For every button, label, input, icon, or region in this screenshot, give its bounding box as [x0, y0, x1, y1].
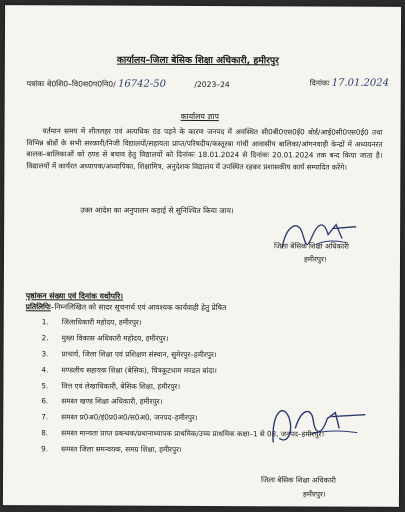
list-item: 3. प्राचार्य, जिला शिक्षा एवं प्रशिक्षण संस्थान, सुमेरपुर–हमीरपुर।	[41, 349, 217, 359]
reference-label: पत्रांकः	[26, 79, 45, 89]
endorsement-heading: पृष्ठांकन संख्या एवं दिनांक यथोपरि।	[25, 291, 124, 301]
signature-2-title: जिला बेसिक शिक्षा अधिकारी	[261, 475, 336, 485]
list-item: 8. समस्त मान्यता प्राप्त प्रबन्धक/प्रधानाध्यापक प्राथमिक/उच्च प्राथमिक कक्षा–1 से 08, जनपद–हमीरपुर।	[41, 428, 325, 439]
list-item: 4. मण्डलीय सहायक शिक्षा (बेसिक), चित्रकूटधाम मण्डल बांदा।	[41, 364, 217, 375]
date-label: दिनांकः	[309, 78, 330, 88]
reference-handwritten-number: 16742-50	[118, 78, 167, 90]
reference-prefix: बे0शि0–वि0स0प0नि0/	[46, 79, 116, 89]
copy-text: –निम्नलिखित को सादर सूचनार्थ एवं आवश्यक कार्यवाही हेतु प्रेषित	[50, 302, 227, 313]
list-item: 2. मुख्य विकास अधिकारी महोदय, हमीरपुर।	[41, 333, 169, 343]
list-item: 7. समस्त प्र0अ0/इं0प्र0अ0/स0अ0, जनपद–हमीरपुर।	[41, 412, 198, 423]
reference-suffix: /2023–24	[194, 79, 230, 90]
signature-1-title: जिला बेसिक शिक्षा अधिकारी	[274, 241, 349, 251]
signature-1-place: हमीरपुर।	[303, 254, 327, 264]
reference-number	[27, 79, 230, 90]
office-title: कार्यालय–जिला बेसिक शिक्षा अधिकारी, हमीरपुर	[116, 54, 279, 67]
compliance-line: उक्त आदेश का अनुपालन कड़ाई से सुनिश्चित किया जाय।	[80, 205, 234, 216]
list-item: 9. समस्त जिला समन्वयक, समग्र शिक्षा, हमीरपुर।	[41, 444, 182, 455]
signature-2-place: हमीरपुर।	[302, 489, 326, 499]
list-item: 1. जिलाधिकारी महोदय, हमीरपुर।	[41, 317, 142, 327]
memo-body: वर्तमान समय में शीतलहर एवं अत्यधिक ठंड पड़ने के कारण जनपद में अवस्थित सी0बी0एस0ई0 बोर्ड/आई0सी0एस0ई0 तथा विभिन्न बोर्डो के सभी सरकारी/निजी विद्यालयों/सहायता प्राप्त/परिषदीय/कस्तूरबा गांधी आवासीय बालिका/आंगनवाड़ी केन्द्रों में अध्ययनरत बालक–बालिकाओं को ठण्ड से बचाव हेतु विद्यालयों को दिनांकः 18.01.2024 से दिनांकः 20.01.2024 तक बन्द किया जाता है। विद्यालयों में कार्यरत अध्यापक/अध्यापिका, शिक्षामित्र, अनुदेशक विद्यालय में उपस्थित रहकर प्रशासकीय कार्य सम्पादित करेंगे।	[26, 126, 383, 172]
date-handwritten: 17.01.2024	[331, 77, 390, 89]
office-memo-page	[3, 5, 401, 507]
letter-date	[310, 78, 389, 88]
copy-to-line	[26, 303, 226, 311]
list-item: 6. समस्त खण्ड शिक्षा अधिकारी, हमीरपुर।	[41, 396, 163, 407]
memo-heading: कार्यालय ज्ञाप	[180, 111, 219, 122]
officer-signature-2-scribble	[265, 398, 375, 448]
copy-label: प्रतिलिपिः	[25, 302, 51, 312]
list-item: 5. वित्त एवं लेखाधिकारी, बेसिक शिक्षा, हमीरपुर।	[41, 380, 181, 391]
